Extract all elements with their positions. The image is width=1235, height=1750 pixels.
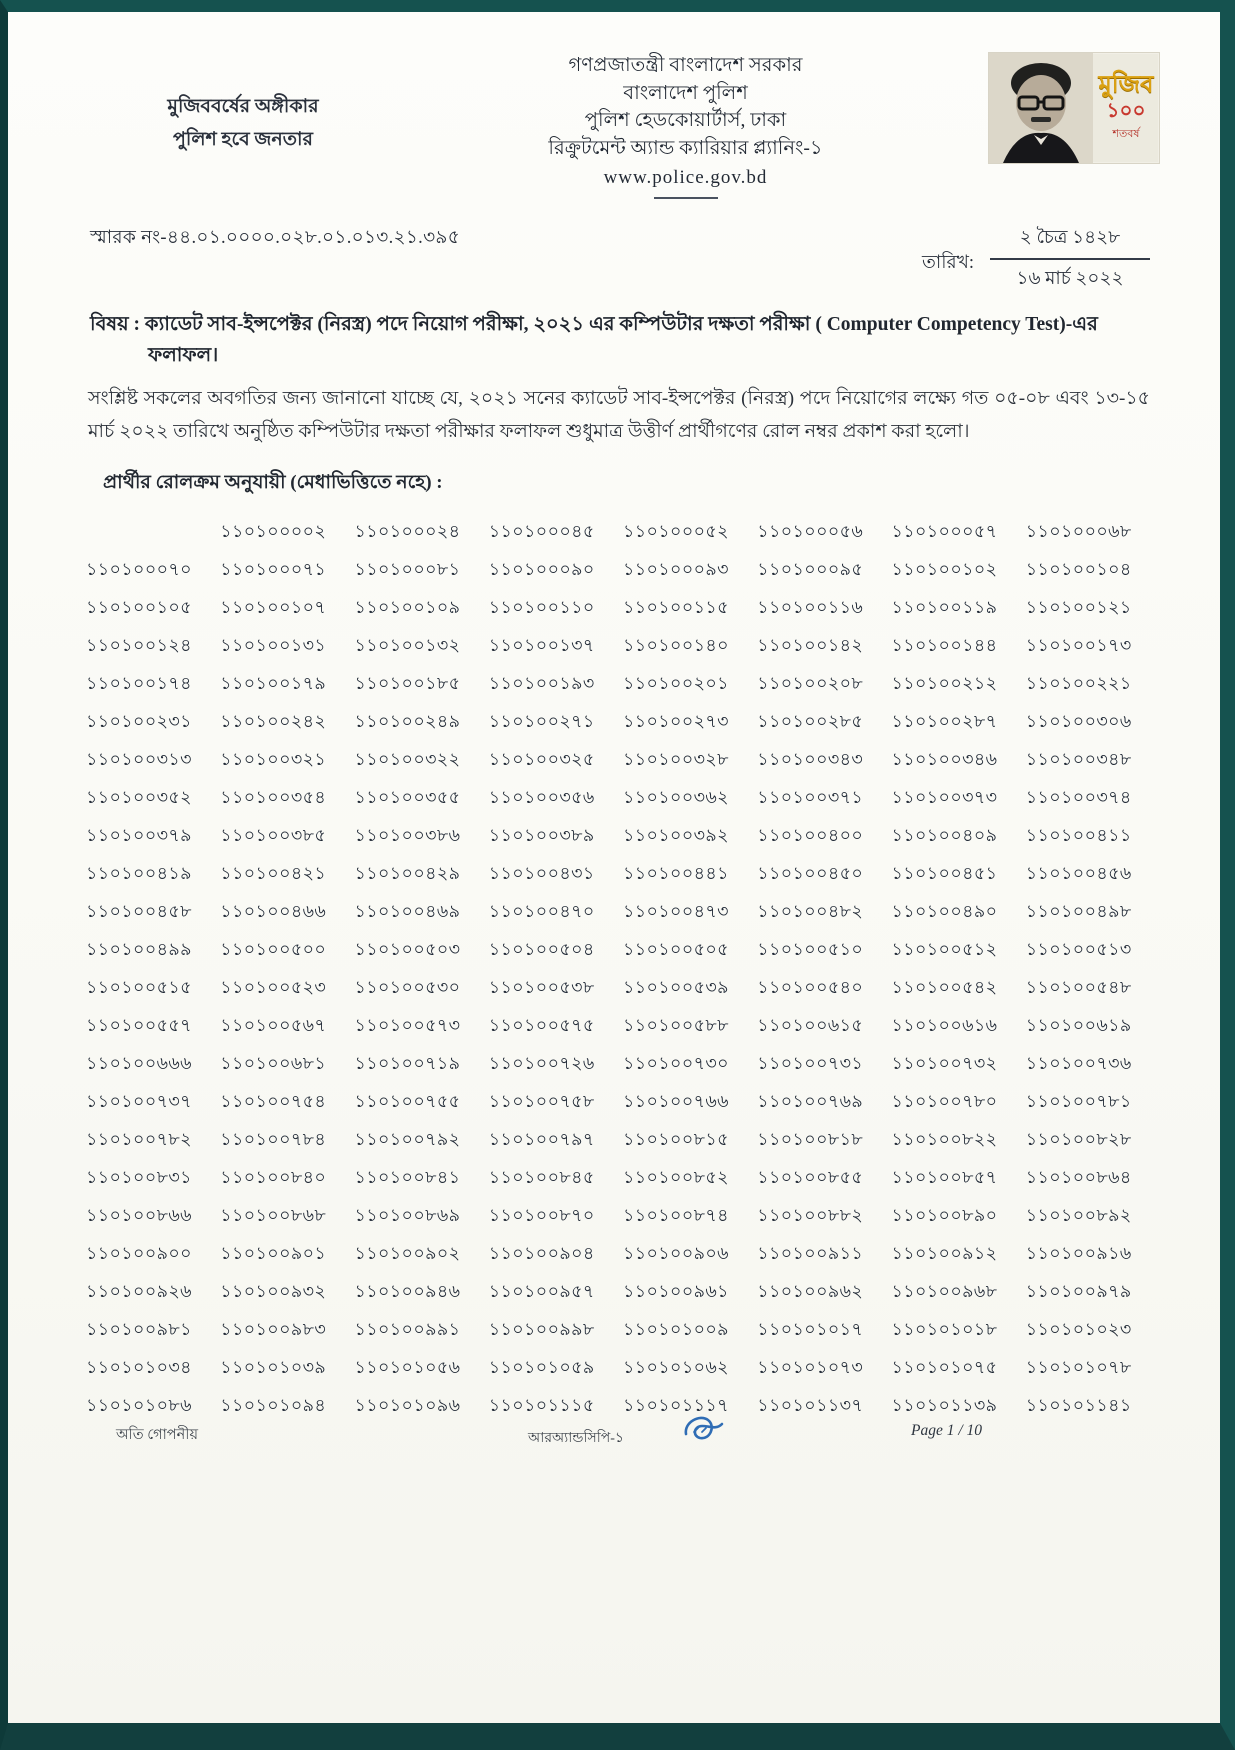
roll-row: [86, 1198, 1160, 1236]
roll-number: ১১০১০০৩২১: [220, 748, 327, 769]
subject-label: বিষয় :: [90, 313, 141, 335]
roll-number: ১১০১০০৯১১: [757, 1242, 864, 1263]
roll-number: ১১০১০১০৯৪: [220, 1394, 327, 1415]
roll-number: ১১০১০০১৭৯: [220, 672, 327, 693]
roll-number: ১১০১০০৩৫২: [86, 786, 192, 807]
roll-row: [86, 856, 1160, 894]
roll-number: ১১০১০০৫০৫: [623, 938, 729, 959]
roll-number: ১১০১০০১৯৩: [488, 672, 595, 693]
roll-number: ১১০১০০১০৪: [1025, 558, 1132, 579]
roll-number: ১১০১০০০৫৬: [757, 520, 864, 541]
roll-number: ১১০১০০৮৭৪: [623, 1204, 729, 1225]
letterhead-underline: [654, 197, 718, 199]
roll-number: ১১০১০০৮৪১: [354, 1166, 461, 1187]
letterhead-department: রিক্রুটমেন্ট অ্যান্ড ক্যারিয়ার প্ল্যানিং-১: [548, 138, 823, 160]
roll-number: ১১০১০১০৭৮: [1025, 1356, 1132, 1377]
roll-number: ১১০১০০৮১৫: [623, 1128, 729, 1149]
roll-row: [86, 514, 1160, 552]
logo-title: মুজিব: [1098, 72, 1154, 99]
roll-number: ১১০১০০৪৩১: [488, 862, 595, 883]
roll-number: ১১০১০০৭৮১: [1025, 1090, 1132, 1111]
mujib-logo-text: [1093, 53, 1159, 163]
roll-row: [86, 1312, 1160, 1350]
roll-number: ১১০১০১১৪১: [1025, 1394, 1132, 1415]
roll-number: ১১০১০০৪২১: [220, 862, 327, 883]
roll-number: ১১০১০০১৭৪: [86, 672, 192, 693]
roll-row: [86, 780, 1160, 818]
roll-number: ১১০১০০৯৬৮: [891, 1280, 998, 1301]
roll-number: ১১০১০০৫৩৮: [488, 976, 595, 997]
roll-number: ১১০১০০০৪৫: [488, 520, 595, 541]
roll-number: ১১০১০০৫৬৭: [220, 1014, 327, 1035]
roll-number: ১১০১০০৯৯১: [354, 1318, 461, 1339]
roll-number: ১১০১০০৩৫৪: [220, 786, 327, 807]
roll-number: ১১০১০০৭৮৪: [220, 1128, 327, 1149]
roll-number: ১১০১০০৪৫৬: [1025, 862, 1132, 883]
roll-number: ১১০১০০৪৮২: [757, 900, 864, 921]
roll-number: ১১০১০০৪৯০: [891, 900, 998, 921]
roll-row: [86, 932, 1160, 970]
logo-subtitle: শতবর্ষ: [1112, 127, 1140, 140]
roll-number: ১১০১০০৫০০: [220, 938, 327, 959]
roll-number: ১১০১০০৪৫০: [757, 862, 864, 883]
roll-number: ১১০১০০৪৯৯: [86, 938, 192, 959]
roll-number: ১১০১০০৪৫৮: [86, 900, 192, 921]
mujib-portrait-icon: [989, 53, 1093, 163]
roll-row: [86, 818, 1160, 856]
roll-number: ১১০১০০৫১০: [757, 938, 864, 959]
roll-number: ১১০১০০৩১৩: [86, 748, 192, 769]
roll-number: ১১০১০০৫১৩: [1025, 938, 1132, 959]
roll-number: ১১০১০০৩৪৮: [1025, 748, 1132, 769]
roll-number: ১১০১০০৮৬৯: [354, 1204, 461, 1225]
roll-number: ১১০১০১০৭৫: [891, 1356, 998, 1377]
body-paragraph: সংশ্লিষ্ট সকলের অবগতির জন্য জানানো যাচ্ছে যে, ২০২১ সনের ক্যাডেট সাব-ইন্সপেক্টর (নিরস্ত্র) পদে নিয়োগের লক্ষ্যে গত ০৫-০৮ এবং ১৩-১৫ মার্চ ২০২২ তারিখে অনুষ্ঠিত কম্পিউটার দক্ষতা পরীক্ষার ফলাফল শুধুমাত্র উত্তীর্ণ প্রার্থীগণের রোল নম্বর প্রকাশ করা হলো।: [88, 388, 1150, 442]
roll-list-heading: প্রার্থীর রোলক্রম অনুযায়ী (মেধাভিত্তিতে নহে) :: [103, 472, 443, 494]
roll-number: ১১০১০১০৭৩: [757, 1356, 864, 1377]
roll-number: ১১০১০০৭৫৪: [220, 1090, 327, 1111]
roll-grid: [8, 514, 1220, 1426]
roll-number: ১১০১০০৯৬২: [757, 1280, 864, 1301]
roll-number: ১১০১০০০৫২: [623, 520, 729, 541]
roll-row: [86, 1008, 1160, 1046]
roll-number: ১১০১০০২০৮: [757, 672, 864, 693]
roll-number: ১১০১০০০৫৭: [891, 520, 998, 541]
slogan-line-2: পুলিশ হবে জনতার: [173, 129, 313, 151]
roll-number: ১১০১০০১২১: [1025, 596, 1132, 617]
roll-number: ১১০১০০৪১৯: [86, 862, 192, 883]
roll-number: ১১০১০১১৩৭: [757, 1394, 864, 1415]
roll-number: ১১০১০০৭১৯: [354, 1052, 461, 1073]
roll-number: ১১০১০০৭৮২: [86, 1128, 192, 1149]
roll-number: ১১০১০০৪৯৮: [1025, 900, 1132, 921]
roll-number: ১১০১০০৬১৫: [757, 1014, 864, 1035]
roll-number: ১১০১০০৮৩১: [86, 1166, 192, 1187]
roll-number: ১১০১০০০০২: [220, 520, 327, 541]
roll-number: ১১০১০০৮৬৮: [220, 1204, 327, 1225]
roll-number: ১১০১০০২৭৩: [623, 710, 729, 731]
roll-number: ১১০১০০৯০০: [86, 1242, 192, 1263]
roll-number: ১১০১০০০৯৩: [623, 558, 729, 579]
roll-number: ১১০১০০৩৮৯: [488, 824, 595, 845]
roll-number: ১১০১০০৩৭৩: [891, 786, 998, 807]
roll-number: ১১০১০০১৪৪: [891, 634, 998, 655]
roll-number: ১১০১০০৫৭৩: [354, 1014, 461, 1035]
roll-number: ১১০১০০৫৪২: [891, 976, 998, 997]
roll-row: [86, 628, 1160, 666]
roll-number: ১১০১০০৩৬২: [623, 786, 729, 807]
roll-number: ১১০১০০৮৫৫: [757, 1166, 864, 1187]
roll-row: [86, 1350, 1160, 1388]
letterhead-government: গণপ্রজাতন্ত্রী বাংলাদেশ সরকার: [568, 55, 803, 76]
roll-number: ১১০১০০৭৫৫: [354, 1090, 461, 1111]
roll-number: ১১০১০০৭৮০: [891, 1090, 998, 1111]
roll-number: ১১০১০০১৪০: [623, 634, 729, 655]
roll-number: ১১০১০১০২৩: [1025, 1318, 1132, 1339]
roll-number: ১১০১০০৯২৬: [86, 1280, 192, 1301]
roll-number: ১১০১০০২৮৭: [891, 710, 998, 731]
roll-number: ১১০১০০৫৮৮: [623, 1014, 729, 1035]
roll-number: ১১০১০০৮৯০: [891, 1204, 998, 1225]
roll-number: ১১০১০০৪১১: [1025, 824, 1132, 845]
roll-number: ১১০১০১০৩৯: [220, 1356, 327, 1377]
roll-number: ১১০১০০৯০৬: [623, 1242, 729, 1263]
roll-number: ১১০১০০৯০২: [354, 1242, 461, 1263]
roll-number: ১১০১০০৩৭৪: [1025, 786, 1132, 807]
roll-number: ১১০১০০৬৮১: [220, 1052, 327, 1073]
roll-number: ১১০১০০৪০৯: [891, 824, 998, 845]
roll-number: ১১০১০০১১৬: [757, 596, 864, 617]
subject-text: ক্যাডেট সাব-ইন্সপেক্টর (নিরস্ত্র) পদে নিয়োগ পরীক্ষা, ২০২১ এর কম্পিউটার দক্ষতা পরীক্ষা ( Computer Competency Test)-এর: [144, 313, 1098, 335]
mujib-100-logo: [988, 52, 1160, 164]
roll-number: ১১০১০০৯৩২: [220, 1280, 327, 1301]
roll-number: ১১০১০০১০৯: [354, 596, 461, 617]
roll-number: ১১০১০০৯৮৩: [220, 1318, 327, 1339]
roll-number: ১১০১০০১২৪: [86, 634, 192, 655]
roll-number: ১১০১০১১৩৯: [891, 1394, 998, 1415]
roll-number: ১১০১০১০৬২: [623, 1356, 729, 1377]
roll-number: ১১০১০১০৫৬: [354, 1356, 461, 1377]
roll-number: ১১০১০০১১৯: [891, 596, 998, 617]
roll-number: ১১০১০০৫৩৯: [623, 976, 729, 997]
roll-number: ১১০১০০১৩১: [220, 634, 327, 655]
roll-number: ১১০১০০৩৫৫: [354, 786, 461, 807]
roll-number: ১১০১০০৮২২: [891, 1128, 998, 1149]
roll-number: ১১০১০০৮৭০: [488, 1204, 595, 1225]
roll-number: ১১০১০০৩৪৬: [891, 748, 998, 769]
roll-number: ১১০১০০২১২: [891, 672, 998, 693]
roll-number: ১১০১০০৮৮২: [757, 1204, 864, 1225]
roll-number: ১১০১০১১১৫: [488, 1394, 595, 1415]
roll-row: [86, 1122, 1160, 1160]
roll-number: ১১০১০০২৪৯: [354, 710, 461, 731]
roll-number: ১১০১০০১১৫: [623, 596, 729, 617]
roll-number: ১১০১০১০৮৬: [86, 1394, 192, 1415]
roll-row: [86, 1160, 1160, 1198]
subject-section: [8, 309, 1220, 371]
roll-number: ১১০১০০২৮৫: [757, 710, 864, 731]
roll-number: ১১০১০০৯১২: [891, 1242, 998, 1263]
roll-number: ১১০১০০৯৬১: [623, 1280, 729, 1301]
roll-number: ১১০১০০৩০৬: [1025, 710, 1132, 731]
date-label: তারিখ:: [921, 253, 974, 274]
page-number: Page 1 / 10: [911, 1422, 983, 1439]
roll-number: ১১০১০০৭৯২: [354, 1128, 461, 1149]
document-footer: [8, 1410, 1220, 1470]
roll-number: ১১০১০০৩২৮: [623, 748, 729, 769]
roll-number: ১১০১০০৪২৯: [354, 862, 461, 883]
roll-number: ১১০১০০৩৭৯: [86, 824, 192, 845]
roll-number: ১১০১০১০৩৪: [86, 1356, 192, 1377]
roll-number: ১১০১০০৮২৮: [1025, 1128, 1132, 1149]
roll-number: ১১০১০০৪৪১: [623, 862, 729, 883]
roll-number: ১১০১০০২৪২: [220, 710, 327, 731]
roll-number: ১১০১০০৪০০: [757, 824, 864, 845]
roll-number: ১১০১০০২৩১: [86, 710, 192, 731]
roll-number: ১১০১০০৯০৪: [488, 1242, 595, 1263]
roll-number: ১১০১০০৭৩৬: [1025, 1052, 1132, 1073]
roll-number: ১১০১০০৯৫৭: [488, 1280, 595, 1301]
roll-number: ১১০১০০১৭৩: [1025, 634, 1132, 655]
roll-number: ১১০১০০৫১২: [891, 938, 998, 959]
roll-number: ১১০১০০৩২২: [354, 748, 461, 769]
subject-text-line2: ফলাফল।: [148, 344, 219, 366]
roll-number: ১১০১০০৪৬৯: [354, 900, 461, 921]
roll-number: ১১০১০০৫৪০: [757, 976, 864, 997]
roll-number: ১১০১০০০৭০: [86, 558, 192, 579]
roll-number: ১১০১০০৯৪৬: [354, 1280, 461, 1301]
roll-number: ১১০১০০৬১৬: [891, 1014, 998, 1035]
date-block: [922, 223, 1150, 295]
roll-number: ১১০১০০৭৩১: [757, 1052, 864, 1073]
roll-number: ১১০১০০৩৫৬: [488, 786, 595, 807]
roll-number: ১১০১০০৮১৮: [757, 1128, 864, 1149]
left-slogan: [103, 52, 383, 157]
roll-number: ১১০১০০৩৪৩: [757, 748, 864, 769]
footer-classification: অতি গোপনীয়: [116, 1427, 198, 1443]
roll-number: ১১০১০০৭৯৭: [488, 1128, 595, 1149]
roll-row: [86, 666, 1160, 704]
roll-number: ১১০১০০৩৮৬: [354, 824, 461, 845]
roll-number: ১১০১০০৯৮১: [86, 1318, 192, 1339]
roll-number: ১১০১০০১৪২: [757, 634, 864, 655]
letterhead-website: www.police.gov.bd: [603, 166, 768, 188]
roll-number: ১১০১০০৯৭৯: [1025, 1280, 1132, 1301]
roll-number: ১১০১০০৫০৪: [488, 938, 595, 959]
roll-number: ১১০১০০৬১৯: [1025, 1014, 1132, 1035]
roll-number: ১১০১০০০২৪: [354, 520, 461, 541]
roll-number: ১১০১০০৮৯২: [1025, 1204, 1132, 1225]
roll-number: ১১০১০০৯০১: [220, 1242, 327, 1263]
roll-row: [86, 552, 1160, 590]
roll-number: ১১০১০০৯৯৮: [488, 1318, 595, 1339]
roll-row: [86, 1046, 1160, 1084]
slogan-line-1: মুজিববর্ষের অঙ্গীকার: [167, 96, 319, 117]
roll-number: ১১০১০০৭৩৭: [86, 1090, 192, 1111]
document-header: [8, 12, 1220, 199]
roll-row: [86, 1236, 1160, 1274]
roll-number: ১১০১০০১৩৭: [488, 634, 595, 655]
government-letterhead: [383, 52, 988, 199]
roll-row: [86, 1274, 1160, 1312]
roll-number: ১১০১০০৫১৫: [86, 976, 192, 997]
roll-number: ১১০১০০৭৩০: [623, 1052, 729, 1073]
roll-number: ১১০১০০১০৭: [220, 596, 327, 617]
roll-number: ১১০১০০৫৩০: [354, 976, 461, 997]
roll-number: ১১০১০০৮৫৭: [891, 1166, 998, 1187]
logo-number: ১০০: [1106, 99, 1146, 122]
roll-number: ১১০১০০৩৯২: [623, 824, 729, 845]
roll-number: ১১০১০০৮৪৫: [488, 1166, 595, 1187]
roll-row: [86, 704, 1160, 742]
roll-number: ১১০১০১১১৭: [623, 1394, 729, 1415]
roll-number: ১১০১০০১৩২: [354, 634, 461, 655]
roll-number: ১১০১০০৩৮৫: [220, 824, 327, 845]
roll-row: [86, 894, 1160, 932]
roll-number: ১১০১০০৩২৫: [488, 748, 595, 769]
roll-number: ১১০১০০৫৪৮: [1025, 976, 1132, 997]
memo-number: স্মারক নং-৪৪.০১.০০০০.০২৮.০১.০১৩.২১.৩৯৫: [90, 227, 461, 248]
roll-row: [86, 590, 1160, 628]
roll-number: ১১০১০০০৯৫: [757, 558, 864, 579]
roll-number: ১১০১০০৩৭১: [757, 786, 864, 807]
date-gregorian: ১৬ মার্চ ২০২২: [990, 258, 1150, 295]
roll-number: ১১০১০০০৭১: [220, 558, 327, 579]
roll-number: ১১০১০০৫০৩: [354, 938, 461, 959]
roll-row: [86, 970, 1160, 1008]
roll-number: ১১০১০০৮৪০: [220, 1166, 327, 1187]
roll-number: ১১০১০০০৯০: [488, 558, 595, 579]
roll-number: ১১০১০০১০৫: [86, 596, 192, 617]
roll-number: ১১০১০০৫৭৫: [488, 1014, 595, 1035]
roll-number: ১১০১০০৯১৬: [1025, 1242, 1132, 1263]
roll-number: ১১০১০০৫৫৭: [86, 1014, 192, 1035]
roll-row: [86, 1084, 1160, 1122]
roll-number: ১১০১০০৭৬৯: [757, 1090, 864, 1111]
roll-number: ১১০১০১০১৮: [891, 1318, 998, 1339]
roll-number: ১১০১০০২০১: [623, 672, 729, 693]
roll-number: ১১০১০০৮৫২: [623, 1166, 729, 1187]
roll-row: [86, 742, 1160, 780]
roll-number: ১১০১০০৪৭৩: [623, 900, 729, 921]
roll-number: ১১০১০০২২১: [1025, 672, 1132, 693]
date-bengali-calendar: ২ চৈত্র ১৪২৮: [1019, 227, 1121, 248]
roll-number: ১১০১০০১৮৫: [354, 672, 461, 693]
roll-number: ১১০১০০০৮১: [354, 558, 461, 579]
letterhead-headquarters: পুলিশ হেডকোয়ার্টার্স, ঢাকা: [584, 110, 787, 132]
roll-number: ১১০১০১০১৭: [757, 1318, 864, 1339]
roll-number: ১১০১০০৬৬৬: [86, 1052, 192, 1073]
roll-number: ১১০১০০৭৩২: [891, 1052, 998, 1073]
roll-number: ১১০১০০০৬৮: [1025, 520, 1132, 541]
letterhead-police: বাংলাদেশ পুলিশ: [623, 82, 748, 104]
roll-number: ১১০১০০৮৬৬: [86, 1204, 192, 1225]
roll-number: ১১০১০০৪৫১: [891, 862, 998, 883]
signature-mark: [680, 1410, 726, 1455]
roll-number: ১১০১০০২৭১: [488, 710, 595, 731]
memo-row: [8, 223, 1220, 295]
date-values: [990, 223, 1150, 295]
roll-number: ১১০১০০৫২৩: [220, 976, 327, 997]
roll-number: ১১০১০০৭২৬: [488, 1052, 595, 1073]
roll-number: ১১০১০০৭৬৬: [623, 1090, 729, 1111]
roll-number: ১১০১০০৮৬৪: [1025, 1166, 1132, 1187]
roll-number: ১১০১০০৪৬৬: [220, 900, 327, 921]
roll-number: ১১০১০০৪৭০: [488, 900, 595, 921]
roll-number: ১১০১০১০০৯: [623, 1318, 729, 1339]
roll-number: ১১০১০১০৯৬: [354, 1394, 461, 1415]
roll-number: ১১০১০০১১০: [488, 596, 595, 617]
roll-number: ১১০১০০১০২: [891, 558, 998, 579]
footer-section-label: আরঅ্যান্ডসিপি-১: [528, 1431, 624, 1446]
roll-number: ১১০১০০৭৫৮: [488, 1090, 595, 1111]
roll-number: ১১০১০১০৫৯: [488, 1356, 595, 1377]
